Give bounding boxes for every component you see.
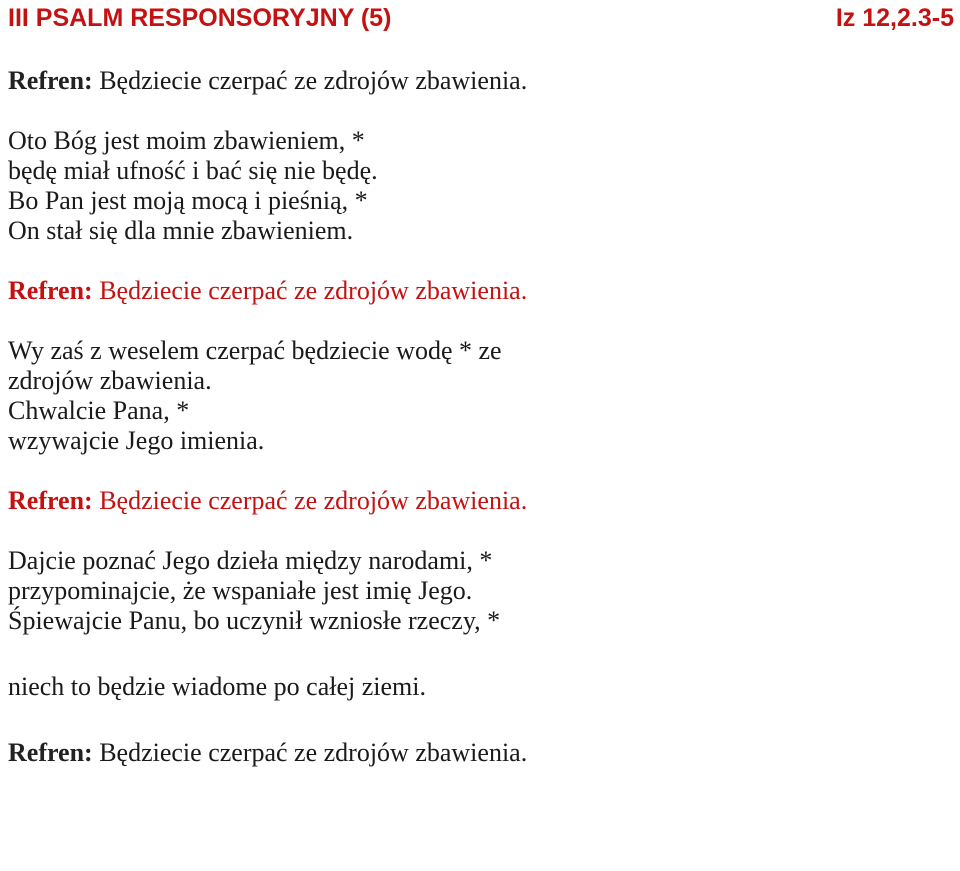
verse-line: Bo Pan jest moją mocą i pieśnią, *	[8, 186, 368, 215]
refrain-text: Będziecie czerpać ze zdrojów zbawienia.	[99, 486, 528, 515]
refrain-3	[8, 486, 948, 516]
verse-line: Wy zaś z weselem czerpać będziecie wodę * ze	[8, 336, 502, 365]
verse-line: Oto Bóg jest moim zbawieniem, *	[8, 126, 365, 155]
verse-line: Śpiewajcie Panu, bo uczynił wzniosłe rzeczy, *	[8, 606, 501, 635]
psalm-header	[8, 0, 954, 36]
refrain-label: Refren:	[8, 486, 93, 515]
psalm-body	[8, 66, 948, 768]
refrain-label: Refren:	[8, 276, 93, 305]
verse-line: będę miał ufność i bać się nie będę.	[8, 156, 378, 185]
verse-line: przypominajcie, że wspaniałe jest imię Jego.	[8, 576, 473, 605]
stanza-2	[8, 336, 948, 456]
verse-line: zdrojów zbawienia.	[8, 366, 212, 395]
refrain-label: Refren:	[8, 66, 93, 95]
refrain-text: Będziecie czerpać ze zdrojów zbawienia.	[99, 276, 528, 305]
verse-line: wzywajcie Jego imienia.	[8, 426, 265, 455]
refrain-4	[8, 738, 948, 768]
refrain-text: Będziecie czerpać ze zdrojów zbawienia.	[99, 66, 528, 95]
refrain-1	[8, 66, 948, 96]
refrain-text: Będziecie czerpać ze zdrojów zbawienia.	[99, 738, 528, 767]
stanza-1	[8, 126, 948, 246]
verse-line: niech to będzie wiadome po całej ziemi.	[8, 672, 426, 701]
stanza-3	[8, 546, 948, 702]
verse-line: On stał się dla mnie zbawieniem.	[8, 216, 354, 245]
verse-line: Chwalcie Pana, *	[8, 396, 190, 425]
verse-line: Dajcie poznać Jego dzieła między narodami, *	[8, 546, 493, 575]
refrain-label: Refren:	[8, 738, 93, 767]
refrain-2	[8, 276, 948, 306]
psalm-title: III PSALM RESPONSORYJNY (5)	[8, 3, 392, 32]
scripture-reference: Iz 12,2.3-5	[835, 3, 954, 32]
